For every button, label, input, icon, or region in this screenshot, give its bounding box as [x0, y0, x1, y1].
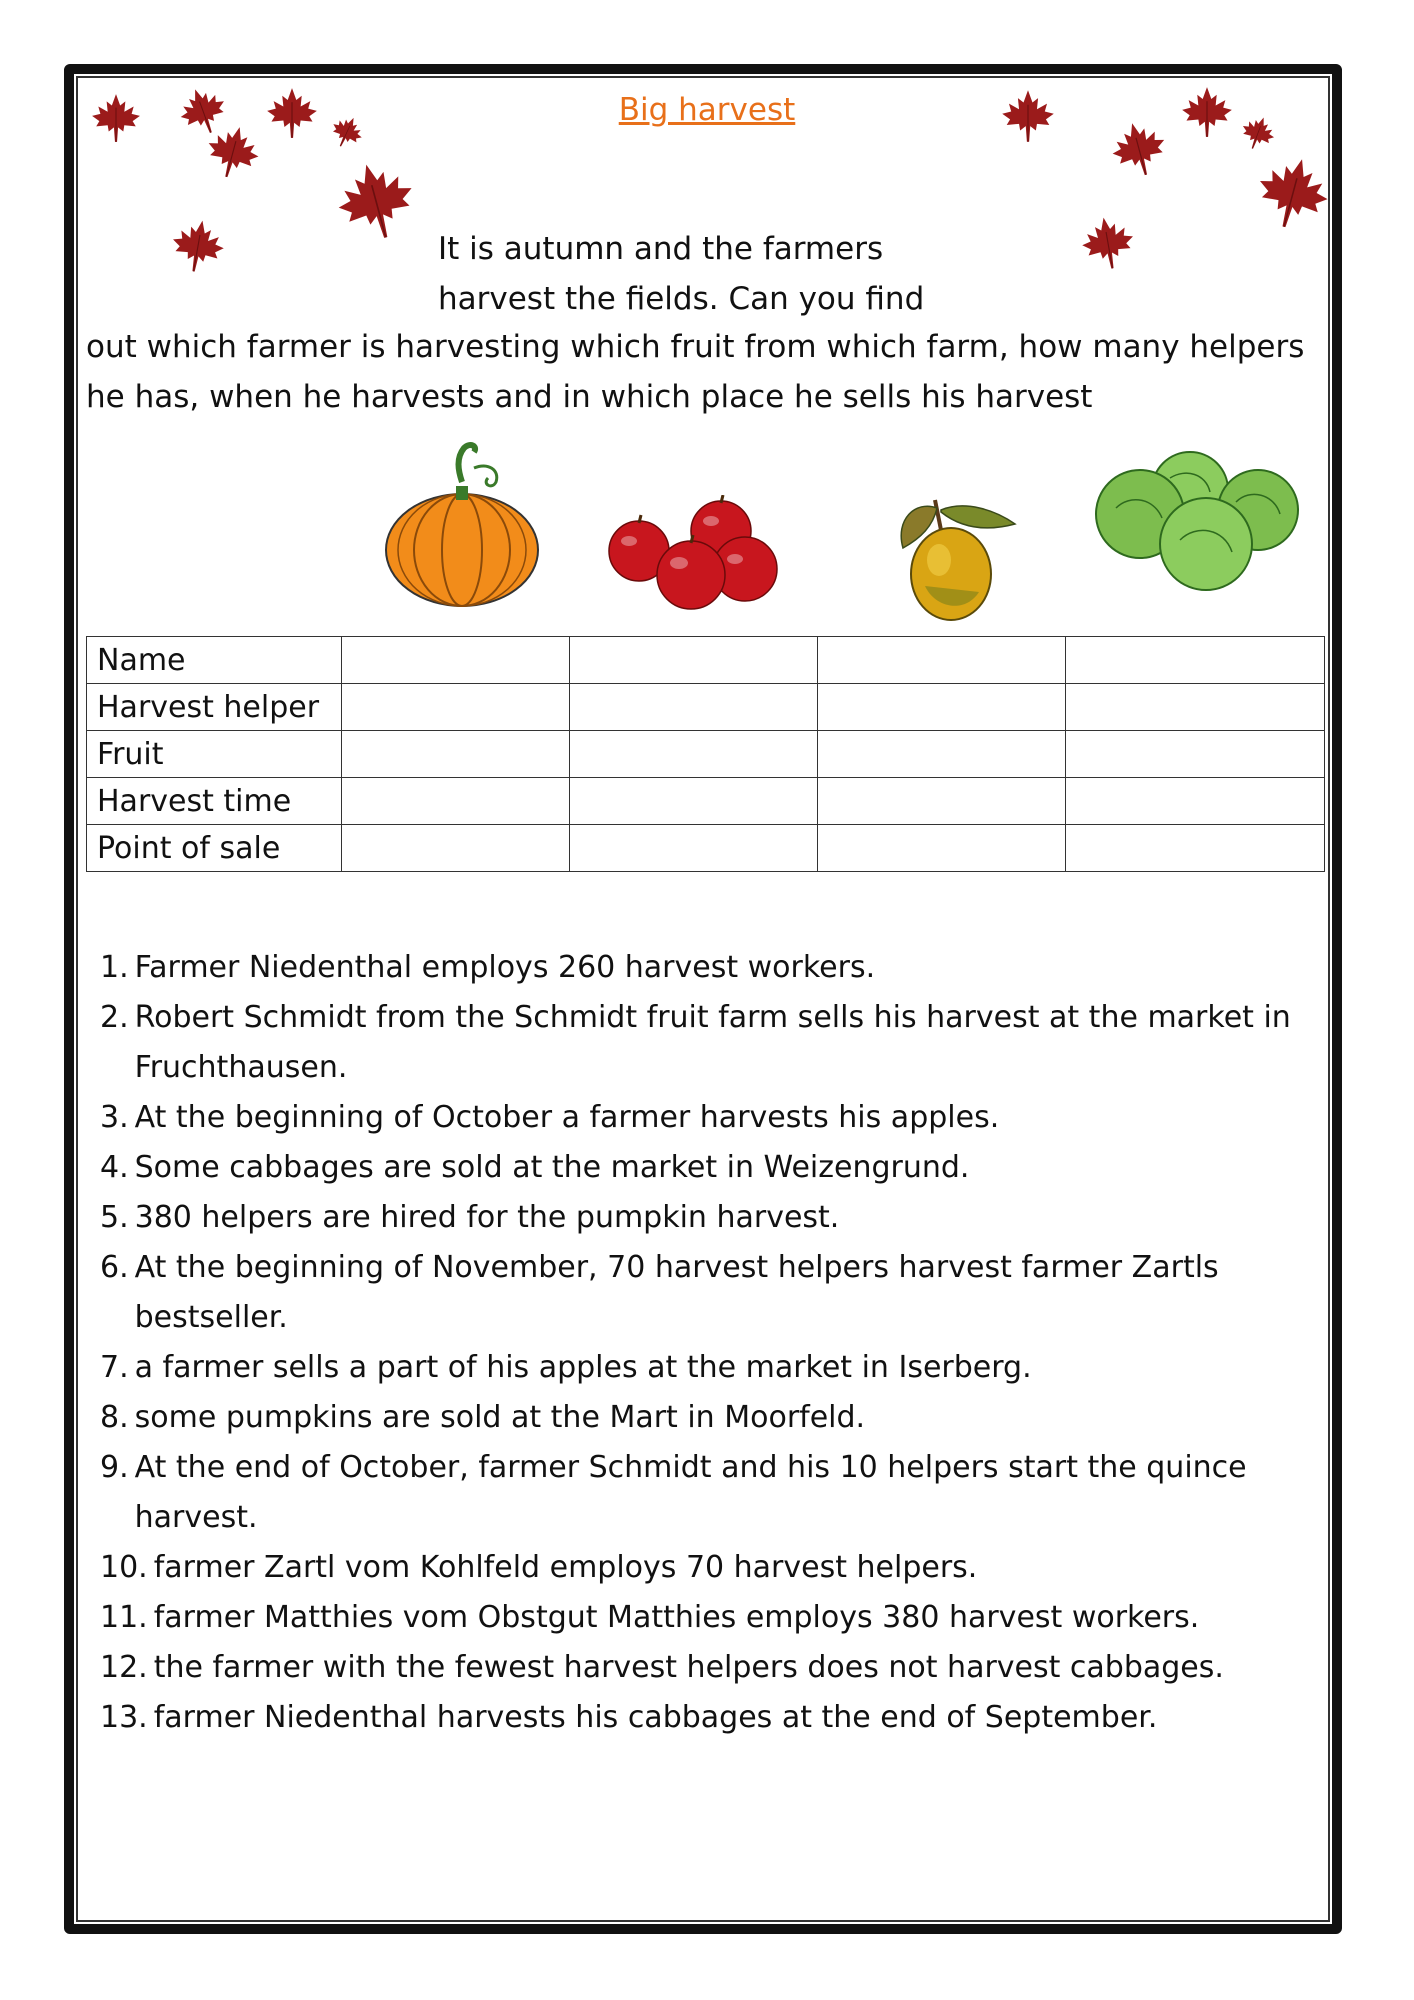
answer-cell[interactable]: [570, 825, 818, 872]
clue-text: At the beginning of October a farmer harvests his apples.: [134, 1100, 1000, 1135]
clue-text: At the end of October, farmer Schmidt and his 10 helpers start the quince harvest.: [134, 1450, 1247, 1535]
clue-item: [100, 1543, 1330, 1593]
answer-cell[interactable]: [818, 637, 1066, 684]
clue-item: [100, 1143, 1330, 1193]
answer-cell[interactable]: [342, 731, 570, 778]
clue-number: 3.: [100, 1100, 129, 1135]
clue-item: [100, 1093, 1330, 1143]
intro-text-line: out which farmer is harvesting which fruit from which farm, how many helpers: [86, 329, 1305, 365]
answer-cell[interactable]: [818, 778, 1066, 825]
clue-number: 5.: [100, 1200, 129, 1235]
apples-icon: [605, 495, 785, 615]
clue-number: 2.: [100, 1000, 129, 1035]
clue-item: [100, 1243, 1330, 1343]
clue-number: 1.: [100, 950, 129, 985]
clue-number: 7.: [100, 1350, 129, 1385]
clue-text: farmer Zartl vom Kohlfeld employs 70 harvest helpers.: [153, 1550, 978, 1585]
clue-text: farmer Matthies vom Obstgut Matthies employs 380 harvest workers.: [153, 1600, 1200, 1635]
clue-number: 11.: [100, 1600, 148, 1635]
answer-cell[interactable]: [342, 684, 570, 731]
clue-text: 380 helpers are hired for the pumpkin harvest.: [134, 1200, 840, 1235]
answer-cell[interactable]: [342, 778, 570, 825]
answer-cell[interactable]: [1066, 825, 1325, 872]
grid-row: [87, 778, 1325, 825]
clue-item: [100, 1393, 1330, 1443]
clue-text: At the beginning of November, 70 harvest helpers harvest farmer Zartls bestseller.: [134, 1250, 1219, 1335]
answer-cell[interactable]: [1066, 731, 1325, 778]
clue-text: Robert Schmidt from the Schmidt fruit farm sells his harvest at the market in Fruchthausen.: [134, 1000, 1291, 1085]
row-label: Harvest helper: [87, 684, 342, 731]
answer-cell[interactable]: [342, 825, 570, 872]
answer-cell[interactable]: [1066, 778, 1325, 825]
clue-item: [100, 1193, 1330, 1243]
clue-number: 9.: [100, 1450, 129, 1485]
clue-number: 4.: [100, 1150, 129, 1185]
clue-item: [100, 1443, 1330, 1543]
intro-text-line: he has, when he harvests and in which place he sells his harvest: [86, 379, 1093, 415]
maple-leaf-icon: [1180, 85, 1234, 139]
row-label: Point of sale: [87, 825, 342, 872]
answer-cell[interactable]: [570, 684, 818, 731]
answer-cell[interactable]: [570, 778, 818, 825]
intro-text-line: harvest the fields. Can you find: [438, 281, 925, 317]
grid-row: [87, 684, 1325, 731]
worksheet-title: Big harvest: [618, 92, 796, 128]
intro-text-line: It is autumn and the farmers: [438, 231, 884, 267]
answer-cell[interactable]: [570, 731, 818, 778]
maple-leaf-icon: [166, 214, 231, 279]
maple-leaf-icon: [90, 92, 142, 144]
grid-row: [87, 637, 1325, 684]
clue-text: Farmer Niedenthal employs 260 harvest workers.: [134, 950, 876, 985]
answer-cell[interactable]: [1066, 637, 1325, 684]
clue-item: [100, 993, 1330, 1093]
clue-item: [100, 1593, 1330, 1643]
row-label: Harvest time: [87, 778, 342, 825]
clue-number: 10.: [100, 1550, 148, 1585]
clue-text: the farmer with the fewest harvest helpers does not harvest cabbages.: [153, 1650, 1224, 1685]
maple-leaf-icon: [1076, 211, 1141, 276]
clue-item: [100, 1693, 1330, 1743]
clue-item: [100, 1343, 1330, 1393]
quince-icon: [875, 490, 1045, 630]
clue-item: [100, 943, 1330, 993]
answer-cell[interactable]: [818, 825, 1066, 872]
cabbage-icon: [1090, 448, 1305, 593]
clue-number: 13.: [100, 1700, 148, 1735]
clue-text: Some cabbages are sold at the market in Weizengrund.: [134, 1150, 970, 1185]
clue-number: 12.: [100, 1650, 148, 1685]
row-label: Name: [87, 637, 342, 684]
answer-cell[interactable]: [570, 637, 818, 684]
clue-text: farmer Niedenthal harvests his cabbages at the end of September.: [153, 1700, 1158, 1735]
clue-text: some pumpkins are sold at the Mart in Moorfeld.: [134, 1400, 866, 1435]
grid-row: [87, 731, 1325, 778]
answer-cell[interactable]: [342, 637, 570, 684]
clue-number: 8.: [100, 1400, 129, 1435]
clue-list: [100, 943, 1330, 1743]
answer-cell[interactable]: [818, 731, 1066, 778]
answer-cell[interactable]: [818, 684, 1066, 731]
answer-grid: [86, 636, 1325, 872]
answer-cell[interactable]: [1066, 684, 1325, 731]
maple-leaf-icon: [1000, 88, 1056, 144]
grid-row: [87, 825, 1325, 872]
clue-item: [100, 1643, 1330, 1693]
pumpkin-icon: [378, 440, 548, 610]
maple-leaf-icon: [265, 86, 319, 140]
row-label: Fruit: [87, 731, 342, 778]
clue-text: a farmer sells a part of his apples at the market in Iserberg.: [134, 1350, 1032, 1385]
clue-number: 6.: [100, 1250, 129, 1285]
answer-grid-body: [87, 637, 1325, 872]
